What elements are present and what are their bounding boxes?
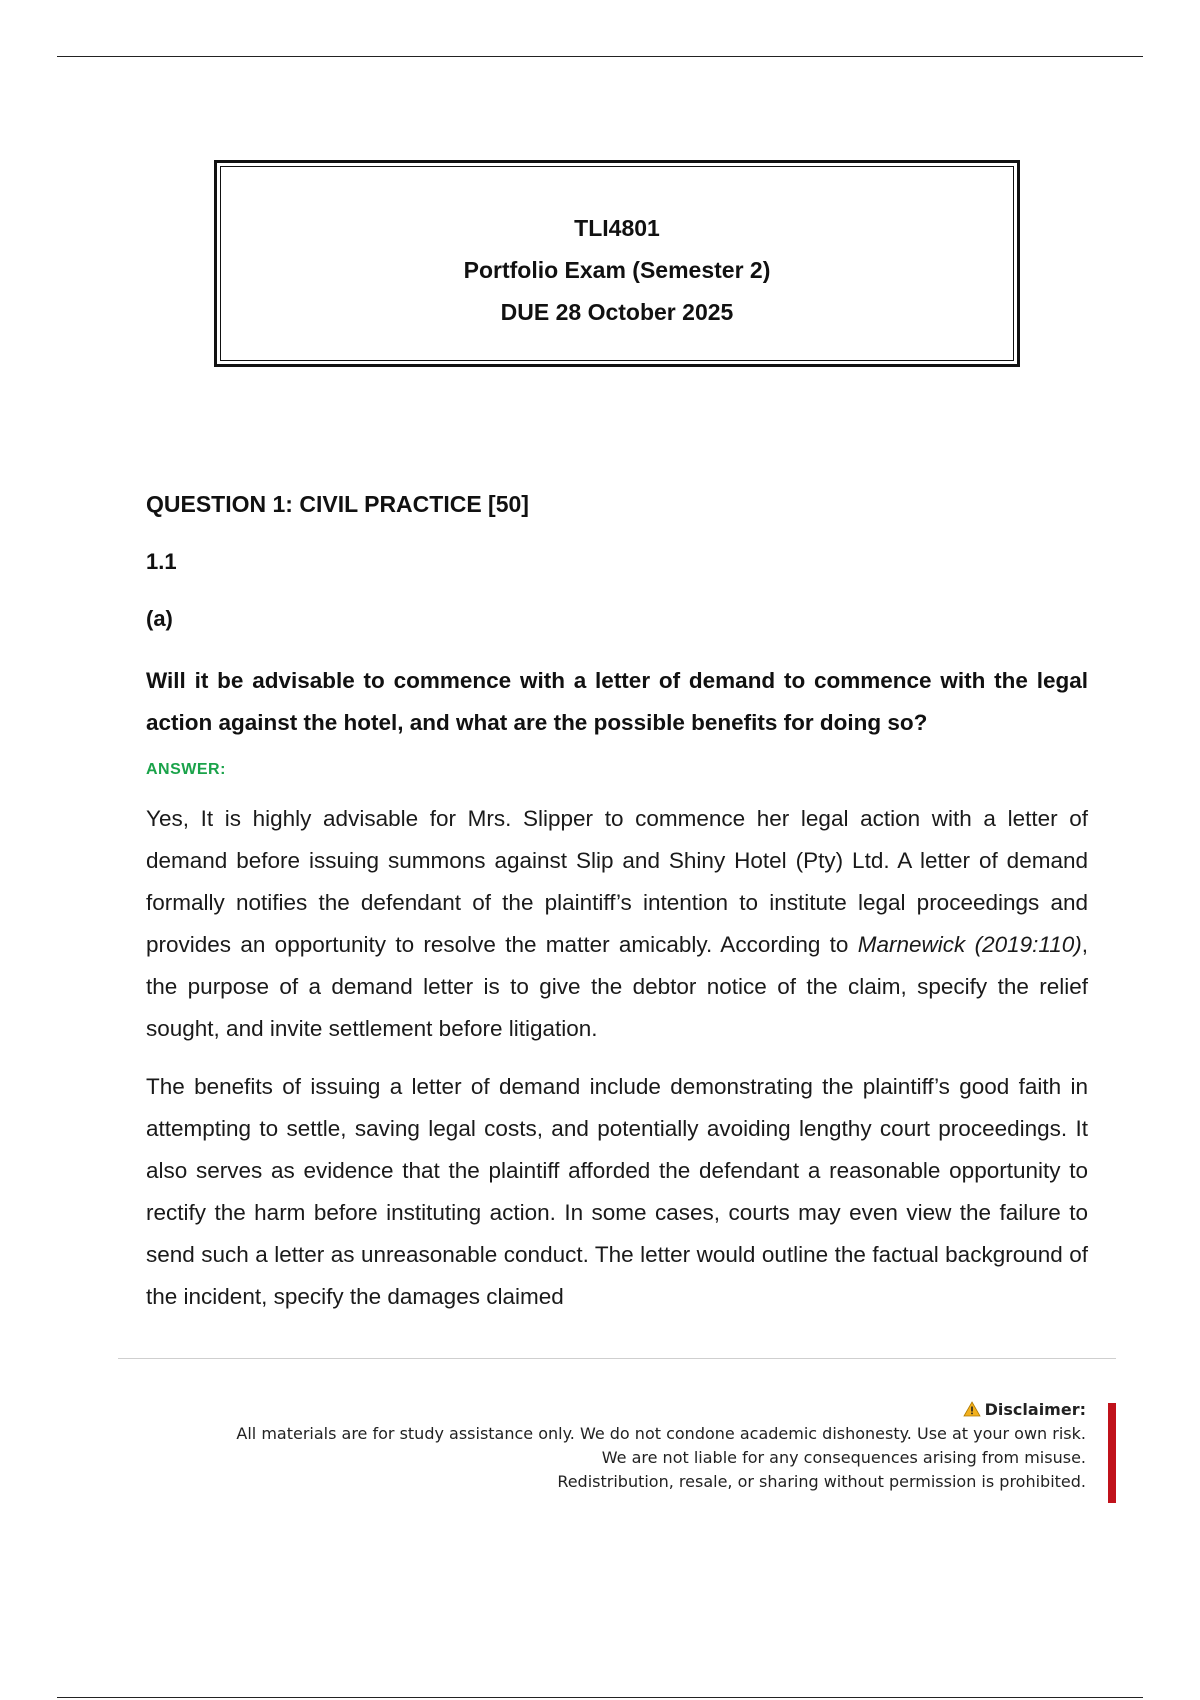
footer-rule — [118, 1358, 1116, 1359]
bottom-rule — [57, 1697, 1143, 1698]
answer-paragraph-1 — [146, 798, 1088, 1050]
course-code: TLI4801 — [574, 215, 660, 241]
document-body — [146, 488, 1088, 1334]
warning-icon — [963, 1401, 981, 1417]
answer-label: ANSWER: — [146, 761, 226, 778]
disclaimer-title: Disclaimer: — [984, 1400, 1086, 1419]
top-rule — [57, 56, 1143, 57]
question-text: Will it be advisable to commence with a letter of demand to commence with the legal action against the hotel, and what are the possible benefits for doing so? — [146, 668, 1088, 735]
paragraph-1-text-b: , the purpose of a demand letter is to give the debtor notice of the claim, specify the relief sought, and invite settlement before litigation. — [146, 932, 1089, 1041]
disclaimer-accent-bar — [1108, 1403, 1116, 1503]
disclaimer-line-1: All materials are for study assistance only. We do not condone academic dishonesty. Use at your own risk. — [236, 1424, 1086, 1443]
title-box — [214, 160, 1020, 367]
question-part: (a) — [146, 606, 173, 631]
question-number: 1.1 — [146, 549, 177, 574]
paragraph-1-text-a: Yes, It is highly advisable for Mrs. Slipper to commence her legal action with a letter of demand before issuing summons against Slip and Shiny Hotel (Pty) Ltd. A letter of demand formally notifies the defendant of the plaintiff’s intention to institute legal proceedings and provides an opportunity to resolve the matter amicably. According to — [146, 806, 1088, 957]
citation: Marnewick (2019:110) — [857, 932, 1082, 957]
disclaimer-header — [236, 1398, 1086, 1422]
exam-title: Portfolio Exam (Semester 2) — [463, 257, 771, 283]
disclaimer-line-3: Redistribution, resale, or sharing without permission is prohibited. — [557, 1472, 1086, 1491]
disclaimer — [236, 1398, 1086, 1494]
disclaimer-line-2: We are not liable for any consequences arising from misuse. — [601, 1448, 1086, 1467]
due-date: DUE 28 October 2025 — [500, 299, 734, 325]
answer-paragraph-2: The benefits of issuing a letter of demand include demonstrating the plaintiff’s good faith in attempting to settle, saving legal costs, and potentially avoiding lengthy court proceedings. It also serves as evidence that the plaintiff afforded the defendant a reasonable opportunity to rectify the harm before instituting action. In some cases, courts may even view the failure to send such a letter as unreasonable conduct. The letter would outline the factual background of the incident, specify the damages claimed — [146, 1074, 1088, 1309]
title-box-inner — [220, 166, 1014, 361]
question-heading: QUESTION 1: CIVIL PRACTICE [50] — [146, 491, 529, 517]
